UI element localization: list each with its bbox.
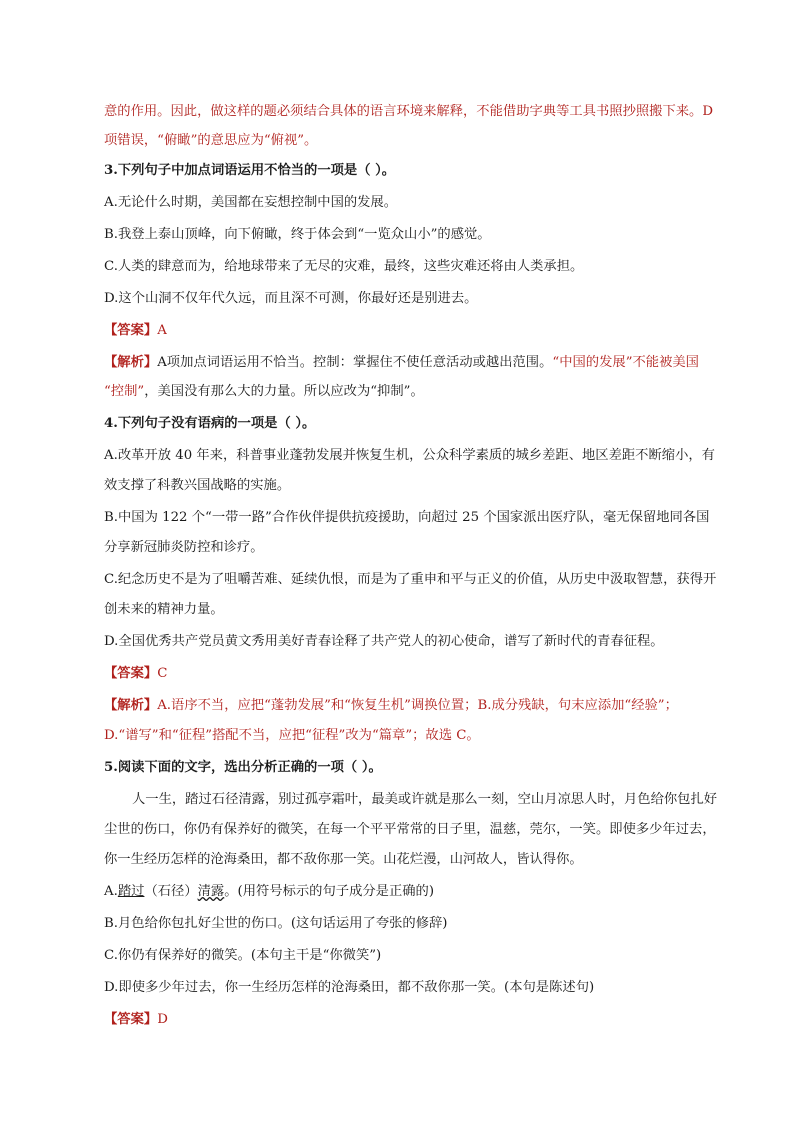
question-4-option-c-line-2: 创未来的精神力量。 [104,602,224,617]
question-5-answer: 【答案】D [104,1012,168,1027]
question-5-stem: 5.阅读下面的文字，选出分析正确的一项（ ）。 [104,760,382,775]
passage-line-2: 尘世的伤口，你仍有保养好的微笑，在每一个平平常常的日子里，温慈，莞尔，一笑。即使多少年过去， [104,822,716,837]
question-3-option-b: B.我登上泰山顶峰，向下俯瞰，终于体会到“一览众山小”的感觉。 [104,227,491,242]
passage-line-3: 你一生经历怎样的沧海桑田，都不敌你那一笑。山花烂漫，山河故人，皆认得你。 [104,852,583,867]
analysis-text: A项加点词语运用不恰当。控制：掌握住不使任意活动或越出范围。 [157,355,553,370]
question-3-option-c: C.人类的肆意而为，给地球带来了无尽的灾难，最终，这些灾难还将由人类承担。 [104,259,584,274]
question-4-answer: 【答案】C [104,666,168,681]
question-3-stem: 3.下列句子中加点词语运用不恰当的一项是（ ）。 [104,163,396,178]
analysis-text-red: “中国的发展”不能被美国 [552,355,699,370]
answer-value: A [157,323,167,338]
question-5-option-c: C.你仍有保养好的微笑。(本句主干是“你微笑”) [104,948,382,963]
question-4-stem: 4.下列句子没有语病的一项是（ ）。 [104,416,316,431]
question-4-option-b-line-2: 分享新冠肺炎防控和诊疗。 [104,540,264,555]
question-3-analysis-line-1 [104,353,706,373]
question-5-option-b: B.月色给你包扎好尘世的伤口。(这句话运用了夸张的修辞) [104,916,448,931]
wavy-object: 清露 [197,884,225,899]
question-4-option-a-line-1: A.改革开放 40 年来，科普事业蓬勃发展并恢复生机，公众科学素质的城乡差距、地区差距不断缩小，有 [104,448,715,463]
underlined-predicate: 踏过 [117,884,145,899]
question-4-option-b-line-1: B.中国为 122 个“一带一路”合作伙伴提供抗疫援助，向超过 25 个国家派出医疗队，毫无保留地同各国 [104,510,710,525]
question-4-option-a-line-2: 效支撑了科教兴国战略的实施。 [104,478,291,493]
analysis-label: 【解析】 [104,355,158,370]
question-4-analysis-line-1: 【解析】A.语序不当，应把“蓬勃发展”和“恢复生机”调换位置；B.成分残缺，句末应添加“经验”； [104,698,678,713]
question-3-answer [104,321,706,341]
question-3-option-d: D.这个山洞不仅年代久远，而且深不可测，你最好还是别进去。 [104,291,478,306]
question-4-analysis-line-2: D.“谱写”和“征程”搭配不当，应把“征程”改为“篇章”；故选 C。 [104,728,480,743]
question-3-option-a: A.无论什么时期，美国都在妄想控制中国的发展。 [104,195,398,210]
answer-label: 【答案】 [104,323,158,338]
intro-line-1: 意的作用。因此，做这样的题必须结合具体的语言环境来解释，不能借助字典等工具书照抄照搬下来。D [104,104,714,119]
intro-line-2: 项错误，“俯瞰”的意思应为“俯视”。 [104,133,318,148]
question-3-analysis-line-2: “控制”，美国没有那么大的力量。所以应改为“抑制”。 [104,384,424,399]
question-5-option-d: D.即使多少年过去，你一生经历怎样的沧海桑田，都不敌你那一笑。(本句是陈述句) [104,980,595,995]
passage-line-1: 人一生，踏过石径清露，别过孤亭霜叶，最美或许就是那么一刻，空山月凉思人时，月色给你包扎好 [132,792,718,807]
question-4-option-c-line-1: C.纪念历史不是为了咀嚼苦难、延续仇恨，而是为了重申和平与正义的价值，从历史中汲取智慧，获得开 [104,572,717,587]
question-4-option-d: D.全国优秀共产党员黄文秀用美好青春诠释了共产党人的初心使命，谱写了新时代的青春征程。 [104,634,664,649]
question-5-option-a: A.踏过（石径）清露。(用符号标示的句子成分是正确的) [104,884,435,899]
